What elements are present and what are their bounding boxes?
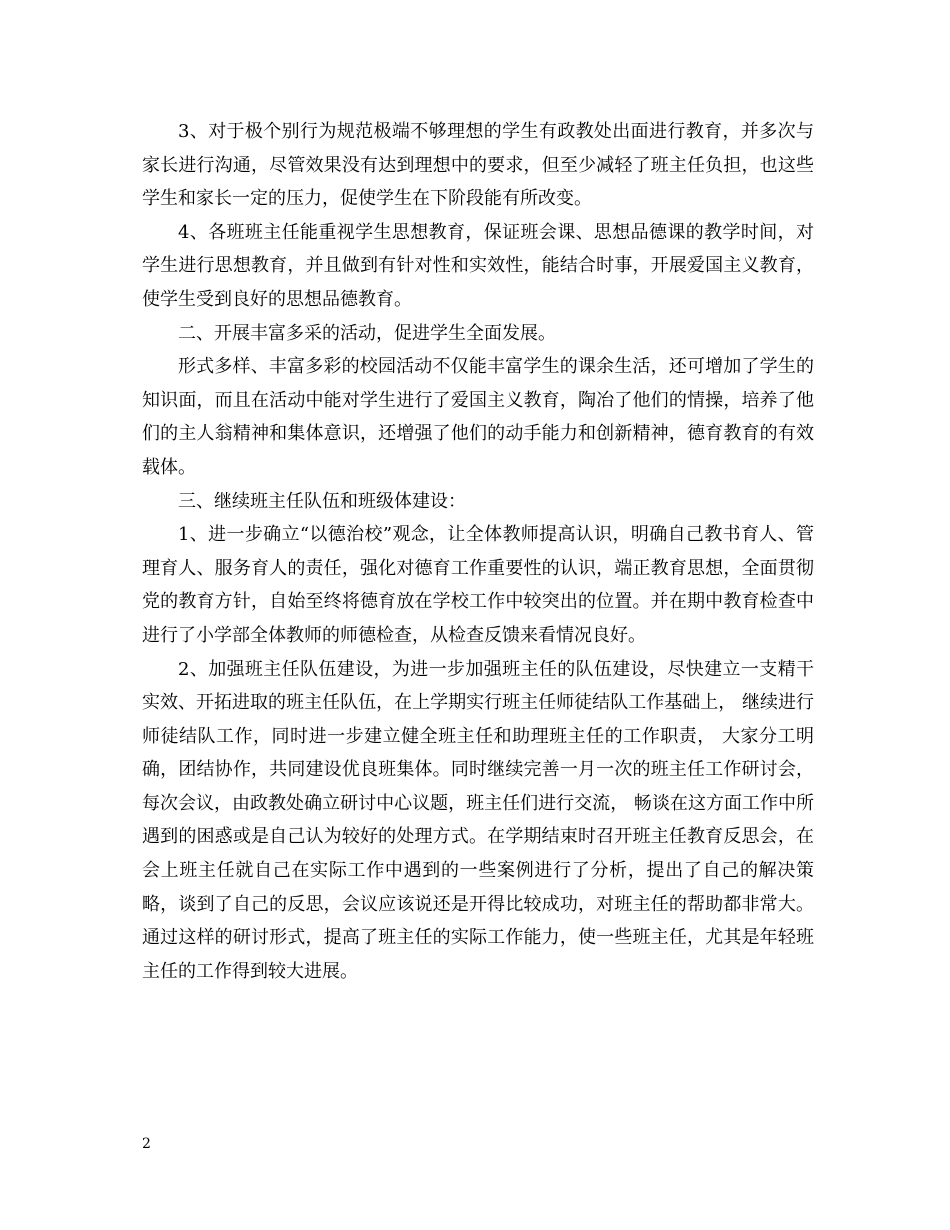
page-number: 2: [142, 1136, 151, 1152]
section-heading-activities: 二、开展丰富多采的活动，促进学生全面发展。: [178, 322, 556, 344]
paragraph-teacher-team-2: 2、加强班主任队伍建设，为进一步加强班主任的队伍建设，尽快建立一支精干实效、开拓进取的班主任队伍，在上学期实行班主任师徒结队工作基础上， 继续进行师徒结队工作，同时进一步建立健全班主任和助理班主任的工作职责， 大家分工明确，团结协作，共同建设优良班集体。同时继续完善一月一次的班主任工作研讨会，每次会议，由政教处确立研讨中心议题，班主任们进行交流， 畅谈在这方面工作中所遇到的困惑或是自己认为较好的处理方式。在学期结束时召开班主任教育反思会，在会上班主任就自己在实际工作中遇到的一些案例进行了分析，提出了自己的解决策略，谈到了自己的反思，会议应该说还是开得比较成功，对班主任的帮助都非常大。通过这样的研讨形式，提高了班主任的实际工作能力，使一些班主任，尤其是年轻班主任的工作得到较大进展。: [142, 658, 814, 982]
paragraph-activities: 形式多样、丰富多彩的校园活动不仅能丰富学生的课余生活，还可增加了学生的知识面，而且在活动中能对学生进行了爱国主义教育，陶冶了他们的情操，培养了他们的主人翁精神和集体意识，还增强了他们的动手能力和创新精神，德育教育的有效载体。: [142, 356, 814, 478]
paragraph-class-management-3: 3、对于极个别行为规范极端不够理想的学生有政教处出面进行教育，并多次与家长进行沟通，尽管效果没有达到理想中的要求，但至少减轻了班主任负担，也这些学生和家长一定的压力，促使学生在下阶段能有所改变。: [142, 121, 814, 210]
document-body: [142, 115, 814, 988]
section-heading-teacher-team: 三、继续班主任队伍和班级体建设：: [178, 490, 466, 512]
paragraph-class-management-4: 4、各班班主任能重视学生思想教育，保证班会课、思想品德课的教学时间，对学生进行思想教育，并且做到有针对性和实效性，能结合时事，开展爱国主义教育，使学生受到良好的思想品德教育。: [142, 221, 814, 310]
paragraph-teacher-team-1: 1、进一步确立“以德治校”观念，让全体教师提高认识，明确自己教书育人、管理育人、服务育人的责任，强化对德育工作重要性的认识，端正教育思想，全面贯彻党的教育方针，自始至终将德育放在学校工作中较突出的位置。并在期中教育检查中进行了小学部全体教师的师德检查，从检查反馈来看情况良好。: [142, 524, 814, 646]
